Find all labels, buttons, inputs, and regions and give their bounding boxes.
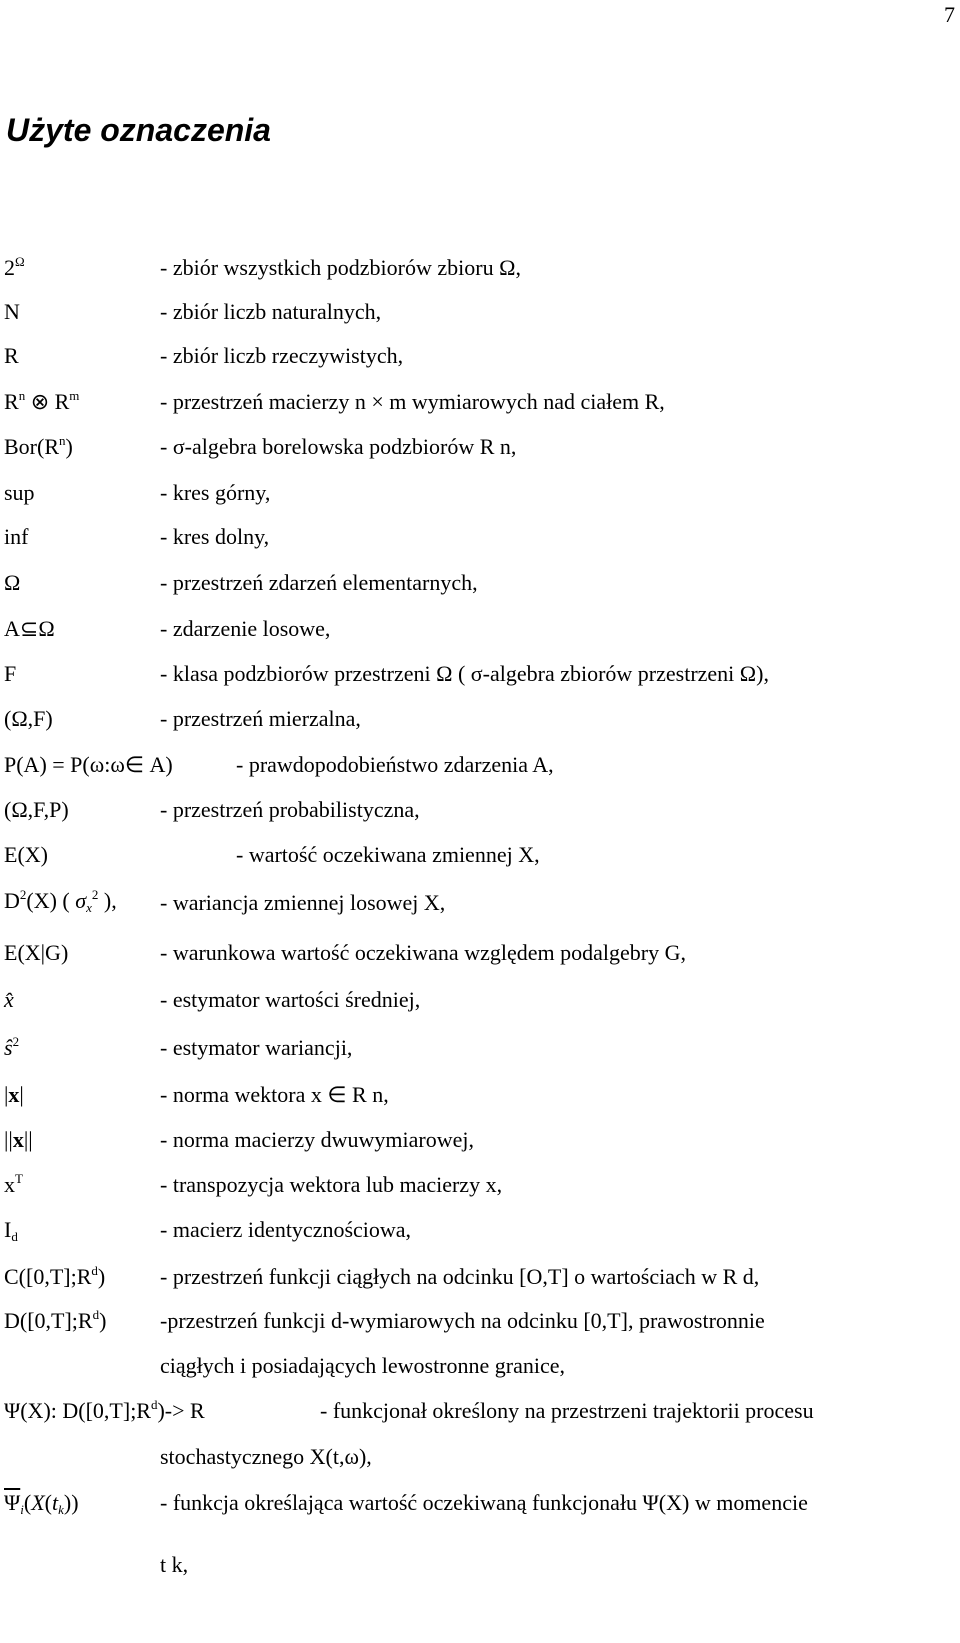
desc-vector-norm: - norma wektora x ∈ R n, (160, 1082, 389, 1107)
symbol-identity: $I_d$ (4, 1217, 18, 1244)
desc-naturals: - zbiór liczb naturalnych, (160, 299, 382, 324)
desc-skorokhod-space-cont: ciągłych i posiadających lewostronne granice, (160, 1353, 566, 1378)
symbol-power-set: $2^\Omega$ (4, 254, 25, 280)
symbol-inf: inf (4, 524, 29, 549)
symbol-matrix-norm: ||x|| (4, 1127, 33, 1152)
desc-conditional-expectation: - warunkowa wartość oczekiwana względem podalgebry G, (160, 940, 686, 965)
page-title: Użyte oznaczenia (6, 112, 271, 148)
symbol-transpose: $x^T$ (4, 1171, 23, 1197)
desc-variance: - wariancja zmiennej losowej X, (160, 890, 446, 915)
desc-reals: - zbiór liczb rzeczywistych, (160, 343, 404, 368)
symbol-naturals: N (4, 299, 20, 324)
desc-mean-estimator: - estymator wartości średniej, (160, 987, 421, 1012)
symbol-probability: P(A) = P(ω:ω∈ A) (4, 752, 173, 777)
desc-matrix-norm: - norma macierzy dwuwymiarowej, (160, 1127, 474, 1152)
desc-functional-cont: stochastycznego X(t,ω), (160, 1444, 372, 1469)
desc-probability: - prawdopodobieństwo zdarzenia A, (236, 752, 554, 777)
desc-omega: - przestrzeń zdarzeń elementarnych, (160, 570, 478, 595)
symbol-conditional-expectation: E(X|G) (4, 940, 69, 965)
symbol-expectation: E(X) (4, 842, 48, 867)
desc-functional: - funkcjonał określony na przestrzeni trajektorii procesu (320, 1398, 814, 1423)
desc-event: - zdarzenie losowe, (160, 616, 331, 641)
symbol-reals: R (4, 343, 19, 368)
symbol-tensor-space: $R^n$ ⊗ $R^m$ (4, 388, 80, 414)
desc-expectation: - wartość oczekiwana zmiennej X, (236, 842, 540, 867)
desc-variance-estimator: - estymator wariancji, (160, 1035, 353, 1060)
page-number: 7 (944, 2, 955, 27)
desc-power-set: - zbiór wszystkich podzbiorów zbioru Ω, (160, 255, 521, 280)
symbol-functional: Ψ(X): $D([0,T];R^d)-> R$ (4, 1397, 205, 1423)
symbol-borel: $Bor(R^n)$ (4, 433, 73, 459)
desc-continuous-space: - przestrzeń funkcji ciągłych na odcinku [O,T] o wartościach w R d, (160, 1264, 760, 1289)
symbol-variance-estimator: $ŝ^2$ (4, 1034, 20, 1060)
symbol-expected-functional: $\overline{\Psi}_i(X(t_k))$ (4, 1490, 79, 1517)
desc-borel: - σ-algebra borelowska podzbiorów R n, (160, 434, 517, 459)
symbol-probability-space: (Ω,F,P) (4, 797, 69, 822)
desc-inf: - kres dolny, (160, 524, 270, 549)
desc-skorokhod-space: -przestrzeń funkcji d-wymiarowych na odcinku [0,T], prawostronnie (160, 1308, 765, 1333)
symbol-omega: Ω (4, 570, 21, 595)
desc-tensor-space: - przestrzeń macierzy n × m wymiarowych nad ciałem R, (160, 389, 665, 414)
symbol-mean-estimator: x̂ (4, 987, 14, 1012)
desc-expected-functional-cont: t k, (160, 1552, 189, 1577)
symbol-sup: sup (4, 480, 35, 505)
symbol-event: A⊆Ω (4, 616, 55, 641)
desc-sigma-algebra: - klasa podzbiorów przestrzeni Ω ( σ-algebra zbiorów przestrzeni Ω), (160, 661, 769, 686)
desc-identity: - macierz identycznościowa, (160, 1217, 412, 1242)
desc-probability-space: - przestrzeń probabilistyczna, (160, 797, 420, 822)
desc-measurable-space: - przestrzeń mierzalna, (160, 706, 361, 731)
symbol-continuous-space: $C([0,T];R^d)$ (4, 1263, 106, 1289)
desc-expected-functional: - funkcja określająca wartość oczekiwaną funkcjonału Ψ(X) w momencie (160, 1490, 808, 1515)
symbol-variance: $D^2(X)$ ( $\sigma_x^2$ ), (4, 887, 117, 915)
desc-sup: - kres górny, (160, 480, 271, 505)
symbol-sigma-algebra: F (4, 661, 17, 686)
desc-transpose: - transpozycja wektora lub macierzy x, (160, 1172, 503, 1197)
symbol-skorokhod-space: $D([0,T];R^d)$ (4, 1307, 107, 1333)
symbol-measurable-space: (Ω,F) (4, 706, 53, 731)
symbol-vector-norm: |x| (4, 1082, 24, 1107)
